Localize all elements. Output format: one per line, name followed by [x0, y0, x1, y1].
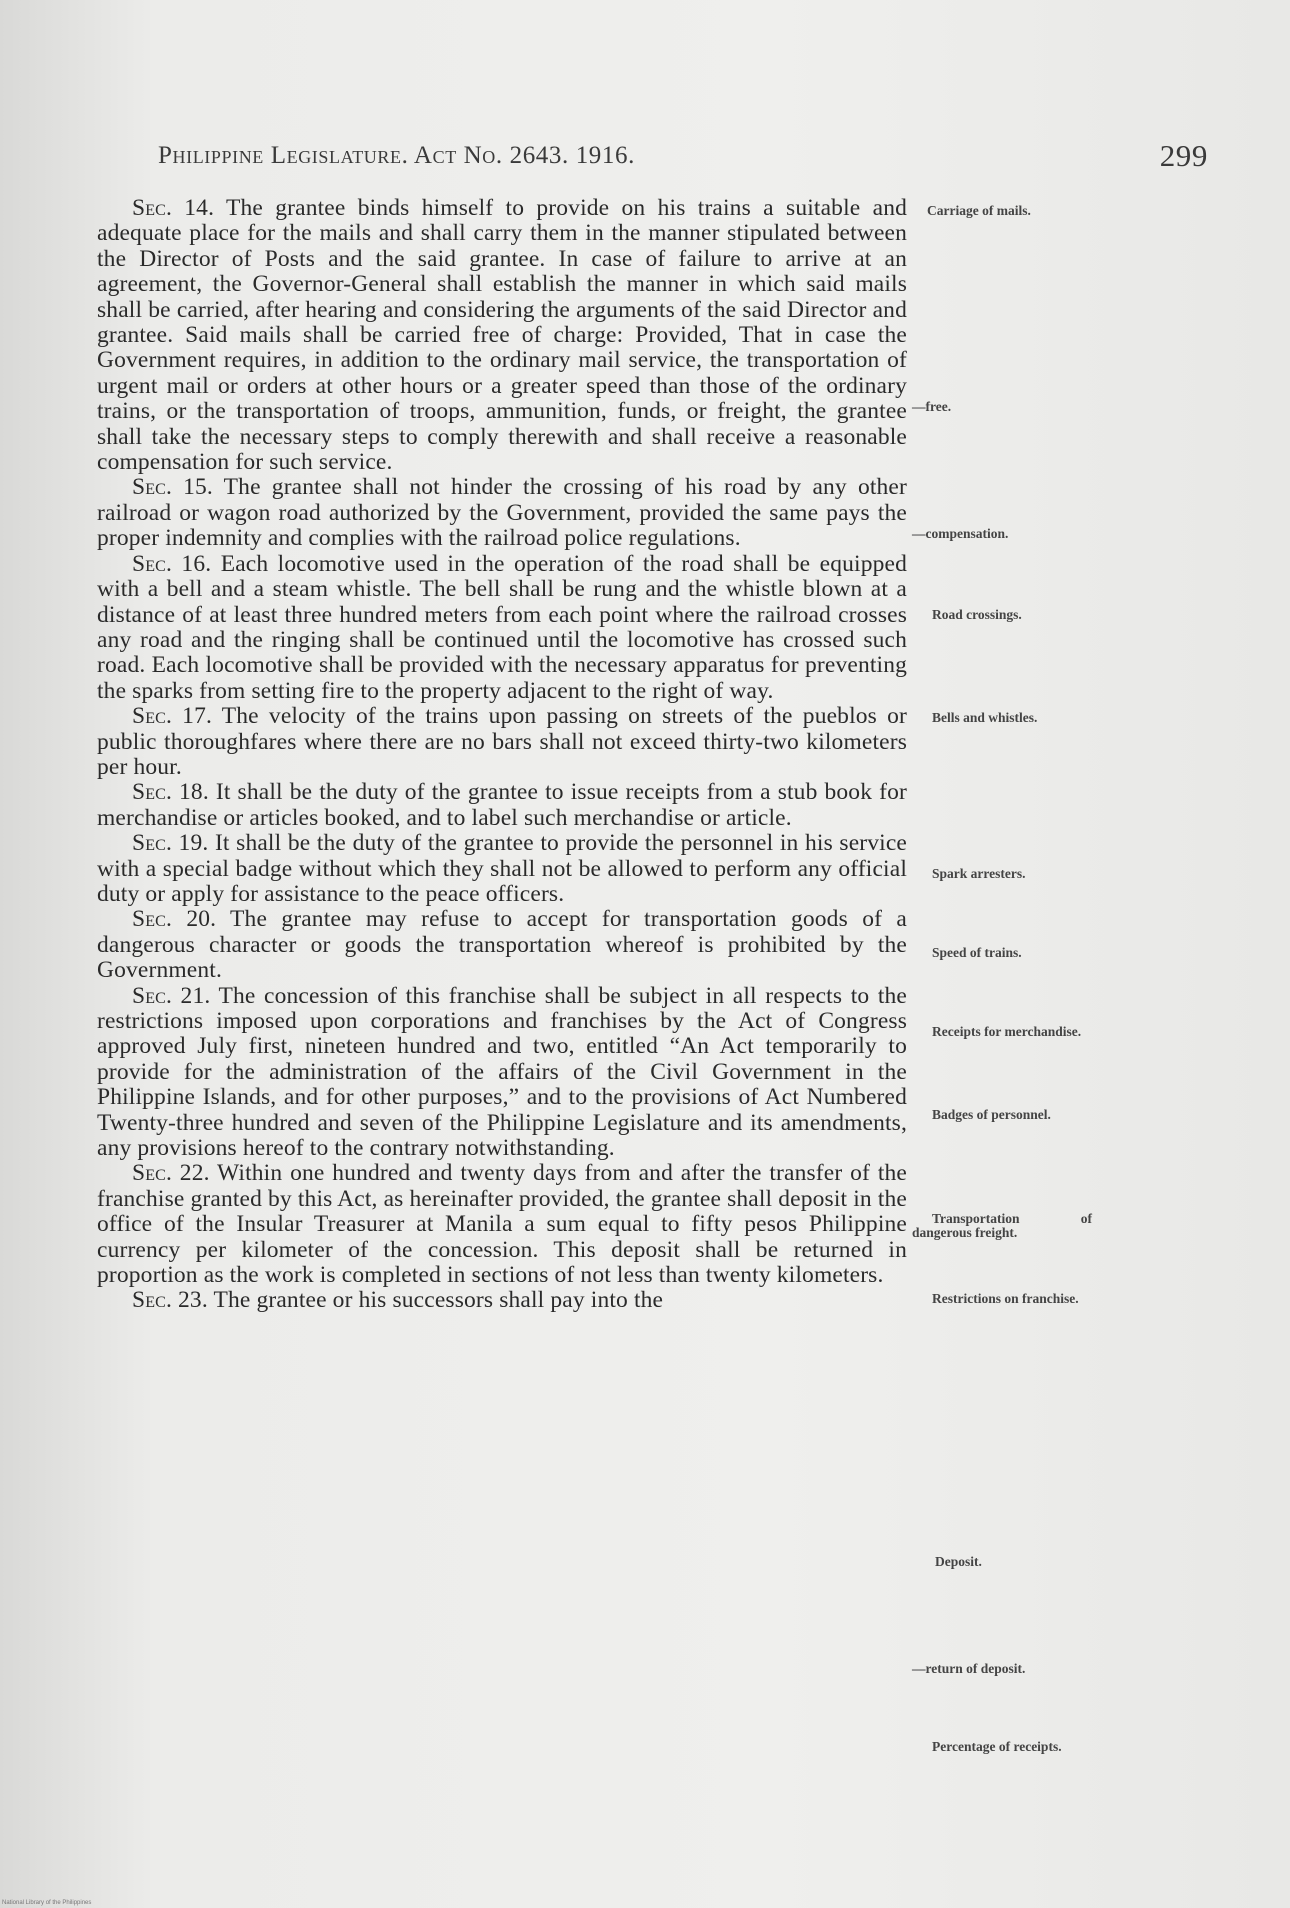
margin-note-spark-arresters: Spark arresters.: [932, 866, 1026, 881]
section-number: Sec. 14.: [132, 195, 215, 221]
margin-note-badges-of-personnel: Badges of personnel.: [932, 1107, 1051, 1122]
section-text: Within one hundred and twenty days from and after the transfer of the franchise granted by this Act, as hereinafter provided, the grantee shall deposit in the office of the Insular Treasurer at Manila a sum equal to fifty pesos Philippine currency per kilometer of the concession. This deposit shall be returned in proportion as the work is completed in sections of not less than twenty kilometers.: [97, 1160, 907, 1289]
margin-note-percentage-of-receipts: Percentage of receipts.: [932, 1739, 1062, 1754]
section-number: Sec. 15.: [132, 474, 213, 501]
scan-footer: National Library of the Philippines: [2, 1900, 92, 1906]
margin-note-restrictions: Restrictions on franchise.: [932, 1291, 1079, 1306]
section-number: Sec. 23.: [132, 1287, 208, 1314]
margin-note-return-of-deposit: —return of deposit.: [912, 1661, 1026, 1676]
margin-note-deposit: Deposit.: [935, 1554, 982, 1569]
section-text: The grantee binds himself to provide on his trains a suitable and adequate place for the mails and shall carry them in the manner stipulated between the Director of Posts and the said grantee. In case of failure to arrive at an agreement, the Governor-General shall establish the manner in which said mails shall be carried, after hearing and considering the arguments of the said Director and grantee. Said mails shall be carried free of charge: Provided, That in case the Government requires, in addition to the ordinary mail service, the transportation of urgent mail or orders at other hours or a greater speed than those of the ordinary trains, or the transportation of troops, ammunition, funds, or freight, the grantee shall take the necessary steps to comply therewith and shall receive a reasonable compensation for such service.: [97, 195, 908, 476]
margin-note-free: —free.: [912, 399, 952, 414]
section-text: It shall be the duty of the grantee to provide the personnel in his service with a special badge without which they shall not be allowed to perform any official duty or apply for assistance to the peace officers.: [97, 830, 908, 907]
section-text: Each locomotive used in the operation of the road shall be equipped with a bell and a steam whistle. The bell shall be rung and the whistle blown at a distance of at least three hundred meters from each point where the railroad crosses any road and the ringing shall be continued until the locomotive has crossed such road. Each locomotive shall be provided with the necessary apparatus for preventing the sparks from setting fire to the property adjacent to the right of way.: [97, 550, 908, 704]
section-number: Sec. 18.: [132, 779, 209, 806]
section-number: Sec. 21.: [132, 982, 211, 1009]
margin-note-compensation: —compensation.: [912, 526, 1009, 541]
margin-note-carriage-of-mails: Carriage of mails.: [927, 203, 1031, 218]
margin-note-dangerous-freight: Transportation of dangerous freight.: [912, 1211, 1092, 1240]
section-text: The grantee shall not hinder the crossing of his road by any other railroad or wagon road authorized by the Government, provided the same pays the proper indemnity and complies with the railroad police regulations.: [97, 474, 907, 552]
section-number: Sec. 22.: [132, 1160, 210, 1187]
section-text: The concession of this franchise shall be subject in all respects to the restrictions imposed upon corporations and franchises by the Act of Congress approved July first, nineteen hundred and two, entitled “An Act temporarily to provide for the administration of the affairs of the Civil Government in the Philippine Islands, and for other purposes,” and to the provisions of Act Numbered Twenty-three hundred and seven of the Philippine Legislature and its amendments, any provisions hereof to the contrary notwithstanding.: [97, 982, 907, 1162]
section-text: The velocity of the trains upon passing on streets of the pueblos or public thoroughfares where there are no bars shall not exceed thirty-two kilometers per hour.: [97, 703, 908, 780]
section-text: It shall be the duty of the grantee to issue receipts from a stub book for merchandise or articles booked, and to label such merchandise or article.: [97, 779, 907, 831]
section-text: The grantee may refuse to accept for transportation goods of a dangerous character or goods the transportation whereof is prohibited by the Government.: [97, 906, 907, 984]
section-number: Sec. 20.: [132, 906, 217, 933]
section-number: Sec. 16.: [132, 550, 212, 577]
running-title: Philippine Legislature. Act No. 2643. 1916.: [158, 142, 635, 169]
section-text: The grantee or his successors shall pay into the: [213, 1287, 664, 1314]
section-number: Sec. 17.: [132, 703, 212, 730]
section-number: Sec. 19.: [132, 830, 209, 857]
margin-note-receipts: Receipts for merchandise.: [932, 1024, 1082, 1039]
margin-note-speed-of-trains: Speed of trains.: [932, 945, 1022, 960]
page-number: 299: [1159, 138, 1208, 173]
margin-note-bells-and-whistles: Bells and whistles.: [932, 710, 1038, 725]
margin-note-road-crossings: Road crossings.: [932, 607, 1022, 622]
